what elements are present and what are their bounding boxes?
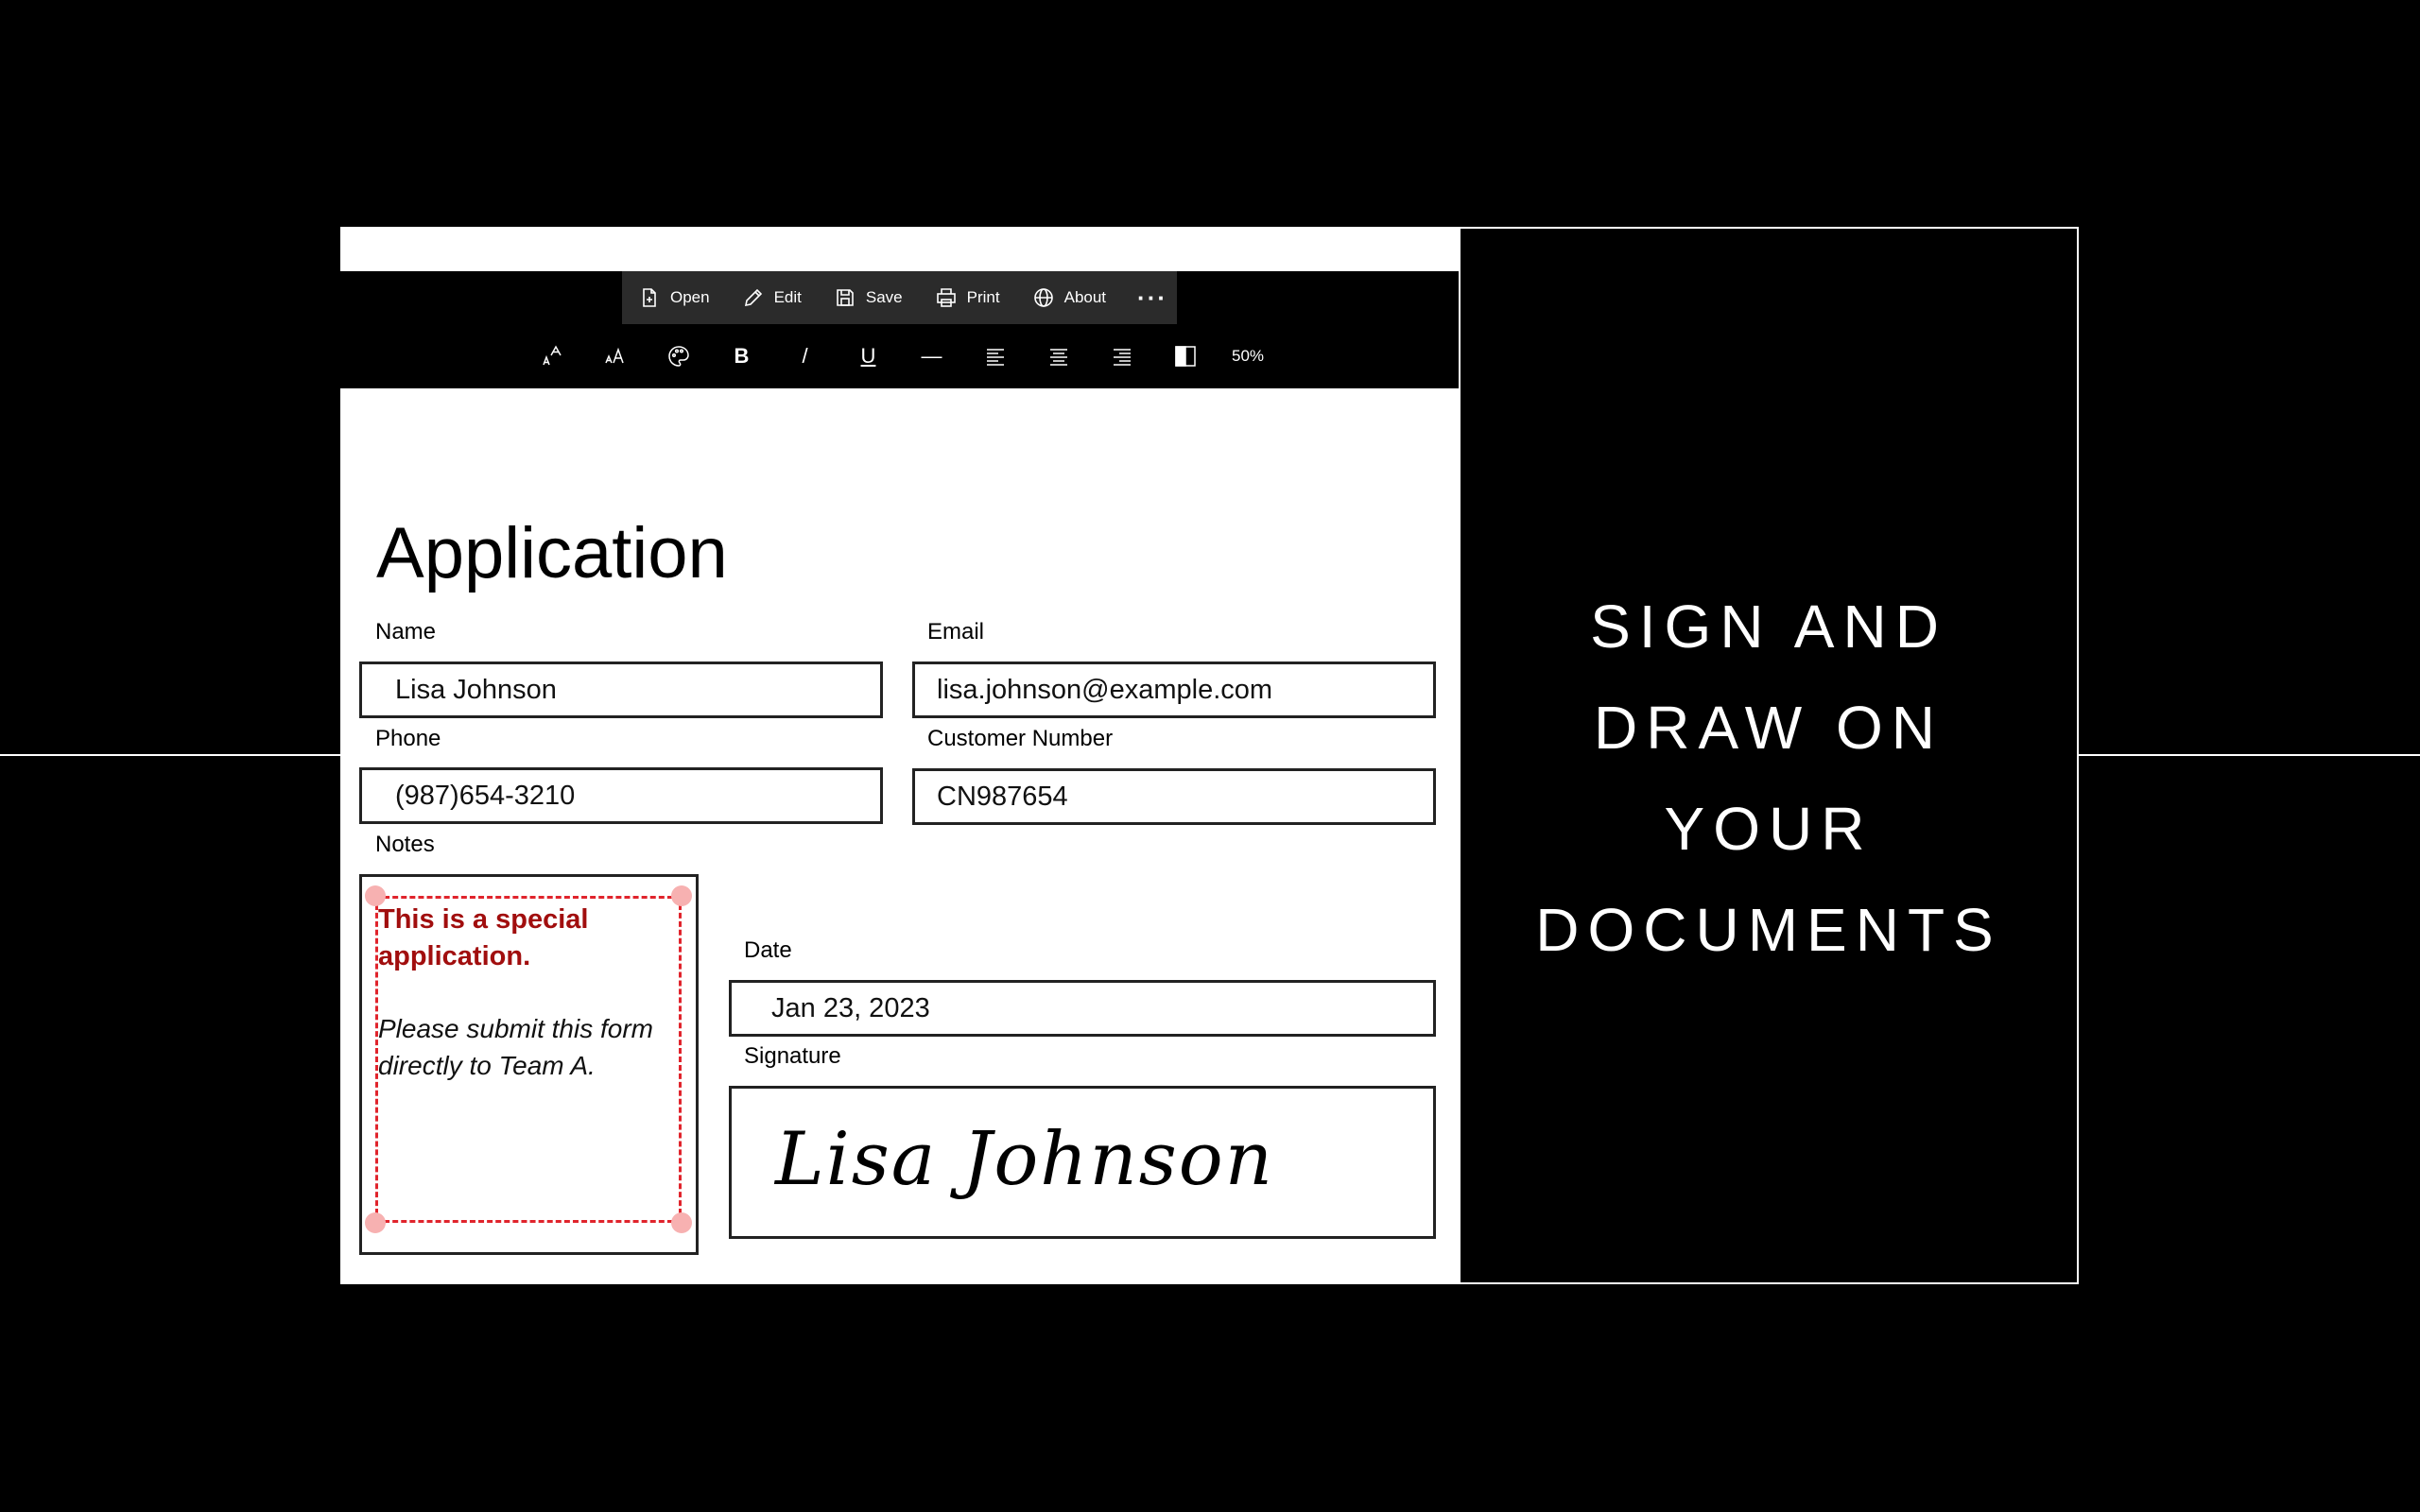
align-right-button[interactable] bbox=[1090, 332, 1153, 381]
resize-handle-bottom-left[interactable] bbox=[365, 1212, 386, 1233]
notes-field[interactable] bbox=[359, 874, 699, 1255]
italic-button[interactable] bbox=[773, 332, 837, 381]
font-size-icon bbox=[540, 344, 564, 369]
save-button[interactable] bbox=[818, 271, 919, 324]
date-value: Jan 23, 2023 bbox=[771, 992, 930, 1023]
notes-bold-text: This is a special application. bbox=[378, 904, 589, 971]
about-label: About bbox=[1063, 288, 1107, 306]
strikethrough-button[interactable] bbox=[900, 332, 963, 381]
about-button[interactable] bbox=[1016, 271, 1122, 324]
name-label: Name bbox=[375, 619, 437, 644]
print-icon bbox=[935, 286, 958, 309]
phone-value: (987)654-3210 bbox=[395, 780, 576, 811]
open-label: Open bbox=[670, 288, 710, 306]
save-label: Save bbox=[865, 288, 903, 306]
promo-headline bbox=[1461, 576, 2077, 981]
more-button[interactable] bbox=[1122, 271, 1183, 324]
signature-field[interactable] bbox=[729, 1086, 1436, 1239]
text-size-button[interactable] bbox=[583, 332, 647, 381]
phone-field[interactable] bbox=[359, 767, 883, 824]
toolbar bbox=[340, 271, 1459, 388]
divider-line-right bbox=[2078, 754, 2420, 756]
open-button[interactable] bbox=[622, 271, 726, 324]
italic-icon: / bbox=[802, 344, 808, 368]
phone-label: Phone bbox=[375, 726, 441, 751]
align-left-button[interactable] bbox=[963, 332, 1027, 381]
save-icon bbox=[834, 286, 856, 309]
customer-number-field[interactable] bbox=[912, 768, 1436, 825]
email-label: Email bbox=[927, 619, 985, 644]
underline-button[interactable] bbox=[837, 332, 900, 381]
promo-panel bbox=[1459, 227, 2079, 1284]
form-title: Application bbox=[376, 513, 728, 593]
print-button[interactable] bbox=[919, 271, 1016, 324]
signature-value: Lisa Johnson bbox=[775, 1117, 1274, 1202]
promo-line-2: DRAW ON bbox=[1594, 694, 1944, 762]
bold-button[interactable] bbox=[710, 332, 773, 381]
align-center-button[interactable] bbox=[1027, 332, 1090, 381]
contrast-icon bbox=[1173, 344, 1198, 369]
email-value: lisa.johnson@example.com bbox=[937, 674, 1273, 705]
email-field[interactable] bbox=[912, 662, 1436, 718]
align-center-icon bbox=[1046, 344, 1071, 369]
color-button[interactable] bbox=[647, 332, 710, 381]
signature-label: Signature bbox=[744, 1043, 841, 1069]
pencil-icon bbox=[742, 286, 765, 309]
edit-button[interactable] bbox=[726, 271, 818, 324]
date-field[interactable] bbox=[729, 980, 1436, 1037]
line-icon: — bbox=[921, 344, 942, 368]
align-left-icon bbox=[983, 344, 1008, 369]
zoom-level[interactable]: 50% bbox=[1232, 347, 1265, 365]
resize-handle-bottom-right[interactable] bbox=[671, 1212, 692, 1233]
print-label: Print bbox=[966, 288, 1000, 306]
globe-icon bbox=[1032, 286, 1055, 309]
palette-icon bbox=[666, 344, 691, 369]
text-size-icon bbox=[603, 344, 628, 369]
name-value: Lisa Johnson bbox=[395, 674, 557, 705]
notes-label: Notes bbox=[375, 832, 435, 857]
date-label: Date bbox=[744, 937, 792, 963]
divider-line-left bbox=[0, 754, 342, 756]
underline-icon: U bbox=[860, 344, 876, 368]
customer-number-value: CN987654 bbox=[937, 781, 1068, 812]
customer-number-label: Customer Number bbox=[927, 726, 1114, 751]
promo-line-3: YOUR bbox=[1664, 795, 1874, 863]
contrast-button[interactable] bbox=[1153, 332, 1217, 381]
edit-label: Edit bbox=[773, 288, 802, 306]
align-right-icon bbox=[1110, 344, 1134, 369]
command-bar bbox=[622, 271, 1177, 324]
promo-line-1: SIGN AND bbox=[1590, 593, 1947, 661]
format-bar bbox=[520, 324, 1264, 388]
resize-handle-top-right[interactable] bbox=[671, 885, 692, 906]
notes-italic-text: Please submit this form directly to Team A. bbox=[378, 1014, 653, 1080]
bold-icon: B bbox=[734, 344, 750, 368]
open-file-icon bbox=[638, 286, 661, 309]
font-size-button[interactable] bbox=[520, 332, 583, 381]
promo-line-4: DOCUMENTS bbox=[1535, 896, 2002, 964]
more-icon: ··· bbox=[1137, 283, 1168, 312]
document-page bbox=[340, 227, 1459, 1284]
name-field[interactable] bbox=[359, 662, 883, 718]
